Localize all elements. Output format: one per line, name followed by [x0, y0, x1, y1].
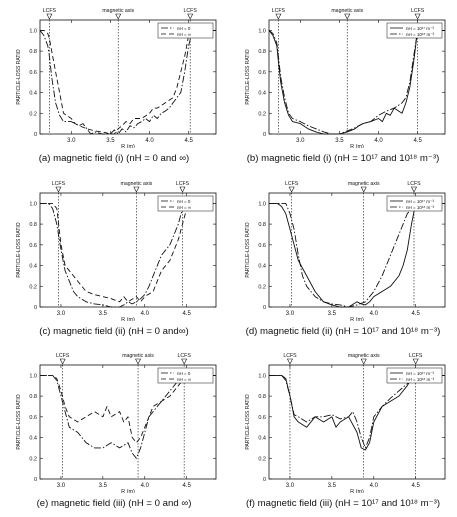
chart-c-marker-label: LCFS [51, 181, 66, 187]
chart-b-legend-label: nH = 10¹⁸ m⁻³ [406, 31, 435, 37]
chart-a-series-1-line [40, 30, 216, 134]
chart-f-legend-label: nH = 10¹⁷ m⁻³ [406, 370, 434, 376]
chart-d-x-tick-label: 3.0 [285, 311, 295, 317]
chart-a-y-tick-label: 1.0 [29, 28, 37, 35]
chart-c-y-tick-label: 0 [33, 305, 37, 311]
chart-b-y-tick-label: 0.6 [258, 69, 266, 76]
chart-c-marker-label: magnetic axis [120, 181, 153, 187]
chart-f-x-tick-label: 4.5 [411, 483, 420, 489]
chart-panel-c [0, 173, 228, 345]
chart-c-series-1-line [40, 203, 216, 307]
chart-b-marker-label: LCFS [410, 8, 425, 14]
chart-f-series-1-line [269, 375, 445, 450]
chart-b-y-tick-label: 1.0 [258, 28, 266, 35]
chart-a-series-2-line [40, 30, 216, 134]
chart-d-series-2-line [269, 203, 445, 307]
chart-a-marker-label: magnetic axis [102, 8, 135, 14]
chart-f-marker-arrow-icon [287, 359, 292, 364]
chart-e-y-tick-label: 0.4 [29, 435, 37, 442]
chart-e-marker-arrow-icon [136, 359, 141, 364]
chart-b-x-tick-label: 4.0 [374, 138, 383, 144]
chart-a-x-axis-label: R (m) [121, 144, 135, 148]
chart-f-caption: (f) magnetic field (iii) (nH = 10¹⁷ and 10¹⁸ m⁻³) [245, 498, 441, 509]
chart-panel-b [229, 0, 457, 172]
chart-e-y-axis-label: PARTICLE-LOSS RATIO [16, 394, 22, 450]
chart-b-marker-arrow-icon [276, 14, 281, 19]
chart-b-marker-arrow-icon [415, 14, 420, 19]
chart-e-y-tick-label: 0 [33, 477, 37, 483]
chart-e-y-tick-label: 0.6 [29, 414, 37, 421]
chart-c-series-2-line [40, 203, 216, 301]
chart-f-marker-arrow-icon [413, 359, 418, 364]
chart-c-y-tick-label: 0.2 [29, 284, 37, 291]
chart-e-x-tick-label: 3.5 [98, 483, 108, 489]
chart-b-y-tick-label: 0.4 [258, 90, 266, 97]
chart-c-marker-arrow-icon [180, 187, 185, 192]
chart-f-x-axis-label: R (m) [350, 489, 364, 493]
chart-e-y-tick-label: 1.0 [29, 373, 37, 380]
chart-e-y-tick-label: 0.2 [29, 456, 37, 463]
chart-e-y-tick-label: 0.8 [29, 394, 37, 401]
chart-e-marker-arrow-icon [60, 359, 65, 364]
chart-c-x-tick-label: 3.5 [98, 311, 108, 317]
chart-a-y-tick-label: 0.2 [29, 111, 37, 118]
chart-a-y-tick-label: 0.4 [29, 90, 37, 97]
chart-a-x-tick-label: 4.5 [184, 138, 193, 144]
chart-e-series-2-line [40, 375, 216, 442]
chart-d-marker-label: LCFS [407, 181, 421, 187]
chart-d-y-tick-label: 0.8 [258, 222, 266, 229]
chart-c-x-axis-label: R (m) [121, 317, 135, 321]
chart-c-y-tick-label: 0.6 [29, 242, 37, 249]
chart-d-marker-arrow-icon [411, 187, 416, 192]
chart-a-legend-label: nH = ∞ [177, 31, 192, 37]
chart-b-y-tick-label: 0.8 [258, 49, 266, 56]
chart-b-x-axis-label: R (m) [350, 144, 364, 148]
chart-a-x-tick-label: 3.0 [67, 138, 76, 144]
chart-d-marker-arrow-icon [361, 187, 366, 192]
chart-b-y-axis-label: PARTICLE-LOSS RATIO [245, 49, 251, 105]
chart-b-legend-label: nH = 10¹⁷ m⁻³ [406, 25, 434, 31]
chart-f-marker-arrow-icon [361, 359, 366, 364]
chart-d-x-tick-label: 4.0 [369, 311, 378, 317]
chart-c-y-tick-label: 0.8 [29, 222, 37, 229]
chart-f-y-axis-label: PARTICLE-LOSS RATIO [245, 394, 251, 450]
chart-c-legend-label: nH = ∞ [177, 204, 192, 210]
chart-d-marker-label: magnetic axis [347, 181, 380, 187]
chart-b-y-tick-label: 0 [262, 132, 266, 138]
chart-c-legend-label: nH = 0 [177, 198, 191, 204]
chart-b-series-2-line [269, 30, 445, 134]
chart-c-plot [0, 173, 228, 321]
chart-d-x-axis-label: R (m) [350, 317, 364, 321]
chart-a-y-tick-label: 0.6 [29, 69, 37, 76]
chart-a-marker-label: LCFS [42, 8, 57, 14]
chart-c-caption: (c) magnetic field (ii) (nH = 0 and∞) [39, 326, 189, 337]
chart-d-x-tick-label: 3.5 [327, 311, 337, 317]
chart-e-marker-label: LCFS [177, 353, 191, 359]
chart-f-y-tick-label: 0.8 [258, 394, 266, 401]
chart-a-y-axis-label: PARTICLE-LOSS RATIO [16, 49, 22, 105]
chart-a-marker-arrow-icon [47, 14, 52, 19]
chart-d-y-tick-label: 0.6 [258, 242, 266, 249]
chart-panel-e [0, 345, 228, 517]
chart-d-y-tick-label: 0.2 [258, 284, 266, 291]
chart-c-marker-label: LCFS [175, 181, 190, 187]
chart-e-x-axis-label: R (m) [121, 489, 135, 493]
chart-e-x-tick-label: 4.0 [140, 483, 149, 489]
chart-c-x-tick-label: 3.0 [56, 311, 66, 317]
chart-f-marker-label: magnetic axis [347, 353, 380, 359]
chart-b-marker-label: magnetic axis [331, 8, 364, 14]
chart-e-marker-label: LCFS [55, 353, 70, 359]
chart-c-y-tick-label: 1.0 [29, 201, 37, 208]
chart-c-marker-arrow-icon [56, 187, 61, 192]
chart-d-y-tick-label: 0 [262, 305, 266, 311]
chart-f-marker-label: LCFS [283, 353, 297, 359]
chart-d-legend-label: nH = 10¹⁸ m⁻³ [406, 204, 435, 210]
chart-d-plot [229, 173, 457, 321]
chart-f-y-tick-label: 1.0 [258, 373, 266, 380]
chart-e-marker-label: magnetic axis [122, 353, 154, 359]
chart-a-marker-arrow-icon [188, 14, 193, 19]
chart-f-y-tick-label: 0.2 [258, 456, 266, 463]
chart-a-y-tick-label: 0.8 [29, 49, 37, 56]
chart-panel-a [0, 0, 228, 172]
chart-a-plot [0, 0, 228, 148]
chart-f-y-tick-label: 0.6 [258, 414, 266, 421]
chart-panel-d [229, 173, 457, 345]
chart-b-x-tick-label: 3.5 [335, 138, 344, 144]
chart-d-marker-label: LCFS [284, 181, 299, 187]
chart-c-marker-arrow-icon [134, 187, 139, 192]
chart-d-y-tick-label: 1.0 [258, 201, 266, 208]
chart-a-marker-arrow-icon [116, 14, 121, 19]
chart-a-x-tick-label: 3.5 [106, 138, 115, 144]
chart-b-x-tick-label: 3.0 [296, 138, 305, 144]
chart-a-legend-label: nH = 0 [177, 25, 191, 31]
chart-b-y-tick-label: 0.2 [258, 111, 266, 118]
chart-b-x-tick-label: 4.5 [413, 138, 422, 144]
chart-d-y-tick-label: 0.4 [258, 263, 266, 270]
chart-e-legend-label: nH = 0 [177, 370, 191, 376]
chart-b-series-1-line [269, 30, 445, 134]
chart-d-y-axis-label: PARTICLE-LOSS RATIO [245, 222, 251, 278]
chart-e-x-tick-label: 4.5 [182, 483, 191, 489]
chart-d-marker-arrow-icon [289, 187, 294, 192]
chart-d-caption: (d) magnetic field (ii) (nH = 10¹⁷ and 10¹⁸ m⁻³) [245, 326, 441, 337]
chart-panel-f [229, 345, 457, 517]
chart-f-marker-label: LCFS [409, 353, 423, 359]
chart-d-legend-label: nH = 10¹⁷ m⁻³ [406, 198, 434, 204]
chart-d-series-1-line [269, 203, 445, 307]
chart-a-y-tick-label: 0 [33, 132, 37, 138]
chart-d-x-tick-label: 4.5 [411, 311, 420, 317]
chart-a-x-tick-label: 4.0 [145, 138, 154, 144]
chart-c-y-axis-label: PARTICLE-LOSS RATIO [16, 222, 22, 278]
chart-e-caption: (e) magnetic field (iii) (nH = 0 and ∞) [36, 498, 192, 509]
chart-f-plot [229, 345, 457, 493]
chart-f-legend-label: nH = 10¹⁸ m⁻³ [406, 376, 435, 382]
chart-f-x-tick-label: 3.5 [327, 483, 337, 489]
chart-c-y-tick-label: 0.4 [29, 263, 37, 270]
chart-a-caption: (a) magnetic field (i) (nH = 0 and ∞) [38, 153, 190, 164]
chart-f-x-tick-label: 3.0 [285, 483, 295, 489]
chart-c-x-tick-label: 4.0 [140, 311, 149, 317]
chart-f-x-tick-label: 4.0 [369, 483, 378, 489]
chart-f-series-2-line [269, 375, 445, 448]
chart-f-y-tick-label: 0 [262, 477, 266, 483]
chart-e-plot [0, 345, 228, 493]
chart-b-marker-label: LCFS [271, 8, 286, 14]
chart-e-x-tick-label: 3.0 [56, 483, 66, 489]
chart-b-caption: (b) magnetic field (i) (nH = 10¹⁷ and 10¹⁸ m⁻³) [246, 153, 440, 164]
chart-b-marker-arrow-icon [345, 14, 350, 19]
chart-b-plot [229, 0, 457, 148]
chart-e-legend-label: nH = ∞ [177, 376, 192, 382]
chart-f-y-tick-label: 0.4 [258, 435, 266, 442]
chart-e-marker-arrow-icon [182, 359, 187, 364]
chart-c-x-tick-label: 4.5 [182, 311, 191, 317]
chart-a-marker-label: LCFS [183, 8, 197, 14]
